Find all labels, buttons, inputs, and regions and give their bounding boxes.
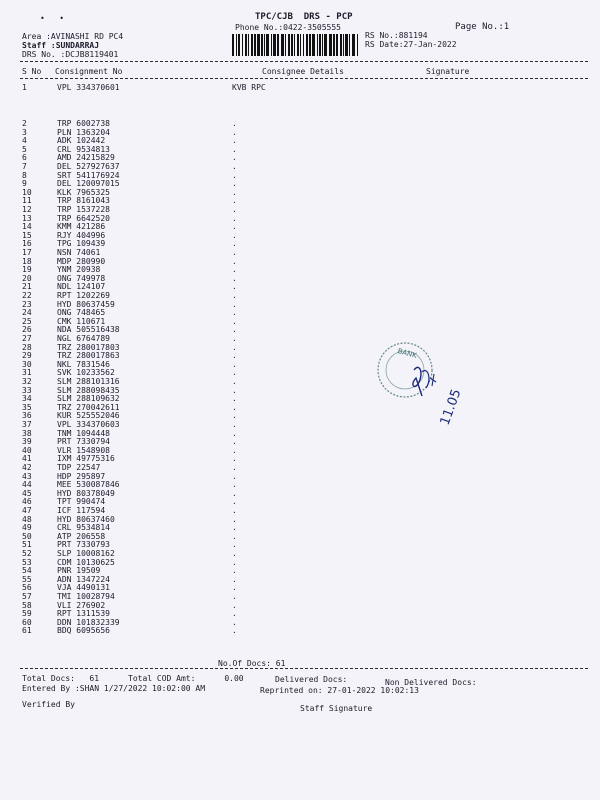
row-consignment: NKL 7831546 [57,359,110,369]
barcode-bar [254,34,256,56]
row-sno: 29 [22,351,32,361]
row-consignment: MEE 530087846 [57,480,120,490]
row-consignee-dot: . [232,136,237,146]
barcode-bar [281,34,284,56]
row-consignee-dot: . [232,437,237,447]
row-consignee-dot: . [232,342,237,352]
row-consignee-dot: . [232,445,237,455]
row-sno: 32 [22,377,32,386]
handwritten-time: 11.05 [437,387,465,428]
row-consignee-dot: . [232,230,237,240]
row-consignee-dot: . [232,583,237,593]
row-sno: 13 [22,213,32,223]
row-consignment: TPG 109439 [57,239,106,249]
barcode-bar [238,34,240,56]
row-consignment: PLN 1363204 [57,127,110,137]
row-consignment: ADK 102442 [57,136,106,146]
footer-divider [20,668,588,669]
row-sno: 20 [22,273,32,283]
row-sno: 36 [22,411,32,421]
row-consignee-dot: . [232,273,237,283]
row-consignee-dot: . [232,592,237,601]
row-1-consignment: VPL 334370601 [57,83,120,92]
barcode-bar [245,34,247,56]
row-consignment: ADN 1347224 [57,574,110,584]
row-consignment: TPT 990474 [57,497,106,507]
row-consignee-dot: . [232,617,237,627]
row-consignment: KMM 421286 [57,222,106,232]
row-consignee-dot: . [232,531,237,541]
row-consignment: RPT 1311539 [57,609,110,619]
barcode-bar [266,34,269,56]
row-consignee-dot: . [232,213,237,223]
row-consignment: TDP 22547 [57,463,101,472]
barcode-bar [317,34,318,56]
barcode-bar [271,34,272,56]
barcode-bar [291,34,293,56]
row-consignment: ICF 117594 [57,506,106,515]
column-header-sno: S No [22,67,42,76]
row-consignee-dot: . [232,170,237,180]
barcode-bar [300,34,301,56]
row-sno: 47 [22,506,32,515]
row-consignee-dot: . [232,308,237,318]
page-number: Page No.:1 [455,22,510,32]
barcode-bar [251,34,253,56]
row-consignee-dot: . [232,334,237,343]
row-consignment: HYD 80637460 [57,514,115,524]
barcode-bar [309,34,311,56]
row-consignee-dot: . [232,291,237,300]
drs-number: DRS No. :DCJB8119401 [22,50,119,59]
row-consignment: HDP 295897 [57,471,106,481]
row-sno: 54 [22,566,32,576]
row-sno: 26 [22,325,32,335]
row-consignment: VJA 4490131 [57,583,110,593]
row-consignee-dot: . [232,299,237,309]
stamp-bank-text: BANK [396,347,418,360]
row-sno: 44 [22,480,32,490]
row-consignee-dot: . [232,256,237,266]
row-sno: 22 [22,291,32,300]
row-sno: 50 [22,531,32,541]
row-sno: 15 [22,230,32,240]
row-consignment: HYD 80637459 [57,299,115,309]
reprinted-on: Reprinted on: 27-01-2022 10:02:13 [260,686,419,695]
row-sno: 58 [22,600,32,610]
delivered-docs: Delivered Docs: [275,675,348,684]
barcode-bar [285,34,286,56]
verified-by: Verified By [22,700,75,709]
row-sno: 17 [22,248,32,257]
row-sno: 53 [22,557,32,567]
column-divider [20,78,588,79]
barcode-bar [345,34,348,56]
row-consignee-dot: . [232,316,237,326]
bank-stamp [370,340,465,430]
row-consignee-dot: . [232,205,237,214]
row-consignee-dot: . [232,377,237,386]
row-consignee-dot: . [232,402,237,412]
row-sno: 28 [22,342,32,352]
barcode-bar [297,34,299,56]
row-consignee-dot: . [232,463,237,472]
row-consignee-dot: . [232,144,237,154]
row-sno: 24 [22,308,32,318]
row-sno: 5 [22,144,27,154]
staff-field: Staff :SUNDARRAJ [22,41,100,50]
row-consignment: TRP 1537228 [57,205,110,214]
row-consignment: DEL 120097015 [57,179,120,189]
barcode [232,34,358,56]
row-consignee-dot: . [232,609,237,619]
row-sno: 14 [22,222,32,232]
row-consignment: SRT 541176924 [57,170,120,180]
row-consignee-dot: . [232,566,237,576]
row-sno: 31 [22,368,32,378]
row-sno: 9 [22,179,27,189]
row-consignee-dot: . [232,248,237,257]
phone-number: Phone No.:0422-3505555 [235,23,341,32]
barcode-bar [336,34,338,56]
row-sno: 52 [22,549,32,558]
row-sno: 35 [22,402,32,412]
row-consignment: TMI 10028794 [57,592,115,601]
row-consignee-dot: . [232,557,237,567]
row-sno: 10 [22,187,32,197]
row-consignee-dot: . [232,127,237,137]
row-consignee-dot: . [232,549,237,558]
row-consignment: TNM 1094448 [57,428,110,438]
barcode-bar [357,34,358,56]
barcode-bar [349,34,350,56]
document-title: TPC/CJB DRS - PCP [255,12,353,22]
row-consignment: TRP 6002738 [57,119,110,128]
row-consignment: VLI 276902 [57,600,106,610]
row-consignee-dot: . [232,471,237,481]
row-sno: 41 [22,454,32,464]
row-sno: 23 [22,299,32,309]
row-consignee-dot: . [232,368,237,378]
barcode-bar [248,34,249,56]
row-consignment: CRL 9534814 [57,523,110,533]
row-sno: 25 [22,316,32,326]
barcode-bar [329,34,332,56]
row-consignment: SVK 10233562 [57,368,115,378]
row-consignment: KUR 525552046 [57,411,120,421]
row-consignment: VPL 334370603 [57,420,120,429]
staff-signature: Staff Signature [300,704,373,713]
row-consignment: ONG 748465 [57,308,106,318]
row-sno: 42 [22,463,32,472]
row-consignee-dot: . [232,222,237,232]
row-sno: 40 [22,445,32,455]
row-consignment: CDM 10130625 [57,557,115,567]
barcode-bar [352,34,355,56]
row-consignee-dot: . [232,480,237,490]
barcode-bar [264,34,265,56]
total-docs: Total Docs: 61 [22,674,100,683]
row-consignment: ATP 206558 [57,531,106,541]
barcode-bar [322,34,323,56]
row-consignee-dot: . [232,523,237,533]
row-sno: 21 [22,282,32,292]
row-consignee-dot: . [232,574,237,584]
row-sno: 7 [22,162,27,171]
row-consignment: TRZ 280017803 [57,342,120,352]
row-consignment: DEL 527927637 [57,162,120,171]
row-consignment: NDL 124107 [57,282,106,292]
row-sno: 2 [22,119,27,128]
row-sno: 8 [22,170,27,180]
row-consignment: SLM 288109632 [57,394,120,404]
column-header-consignee: Consignee Details [262,67,344,76]
row-consignment: KLK 7965325 [57,187,110,197]
row-sno: 33 [22,385,32,395]
header-divider [20,61,588,62]
row-consignment: ONG 749978 [57,273,106,283]
barcode-bar [288,34,290,56]
row-sno: 12 [22,205,32,214]
row-sno: 51 [22,540,32,550]
row-consignee-dot: . [232,411,237,421]
row-consignment: RPT 1202269 [57,291,110,300]
row-sno: 16 [22,239,32,249]
row-consignee-dot: . [232,420,237,429]
row-consignee-dot: . [232,325,237,335]
row-consignment: BDQ 6095656 [57,626,110,636]
barcode-bar [294,34,295,56]
row-1-consignee: KVB RPC [232,83,266,92]
barcode-bar [273,34,276,56]
total-cod-amount: Total COD Amt: 0.00 [128,674,244,683]
row-consignment: PNR 19509 [57,566,101,576]
row-consignee-dot: . [232,506,237,515]
barcode-bar [232,34,234,56]
row-consignment: NDA 505516438 [57,325,120,335]
row-consignee-dot: . [232,119,237,128]
row-sno: 60 [22,617,32,627]
row-sno: 11 [22,196,32,206]
row-sno: 38 [22,428,32,438]
row-sno: 46 [22,497,32,507]
row-consignment: TRP 8161043 [57,196,110,206]
row-sno: 18 [22,256,32,266]
row-consignment: PRT 7330794 [57,437,110,447]
row-consignment: CMK 110671 [57,316,106,326]
barcode-bar [312,34,315,56]
row-consignee-dot: . [232,239,237,249]
barcode-bar [303,34,304,56]
row-sno: 57 [22,592,32,601]
row-sno: 59 [22,609,32,619]
area-field: Area :AVINASHI RD PC4 [22,32,124,41]
row-consignee-dot: . [232,626,237,636]
rs-number: RS No.:881194 [365,31,428,40]
row-consignment: HYD 80378049 [57,488,115,498]
barcode-bar [343,34,344,56]
row-consignee-dot: . [232,282,237,292]
row-consignee-dot: . [232,428,237,438]
row-consignee-dot: . [232,179,237,189]
row-consignee-dot: . [232,196,237,206]
row-consignee-dot: . [232,187,237,197]
row-1-sno: 1 [22,83,27,92]
row-consignment: NSN 74061 [57,248,101,257]
row-sno: 61 [22,626,32,636]
row-sno: 34 [22,394,32,404]
row-sno: 37 [22,420,32,429]
column-header-signature: Signature [426,67,470,76]
row-sno: 4 [22,136,27,146]
row-consignment: VLR 1548908 [57,445,110,455]
row-sno: 49 [22,523,32,533]
row-consignee-dot: . [232,351,237,361]
row-sno: 39 [22,437,32,447]
column-header-consignment: Consignment No [55,67,123,76]
row-sno: 55 [22,574,32,584]
row-consignee-dot: . [232,162,237,171]
row-consignee-dot: . [232,497,237,507]
row-consignment: TRZ 270042611 [57,402,120,412]
row-sno: 30 [22,359,32,369]
row-consignment: MDP 280990 [57,256,106,266]
row-consignee-dot: . [232,265,237,275]
barcode-bar [319,34,321,56]
barcode-bar [306,34,308,56]
barcode-bar [257,34,260,56]
row-consignee-dot: . [232,514,237,524]
row-consignment: YNM 20938 [57,265,101,275]
row-consignee-dot: . [232,394,237,404]
row-consignee-dot: . [232,454,237,464]
row-consignee-dot: . [232,359,237,369]
row-sno: 56 [22,583,32,593]
row-consignment: RJY 404996 [57,230,106,240]
barcode-bar [261,34,263,56]
row-consignment: TRZ 280017863 [57,351,120,361]
row-sno: 3 [22,127,27,137]
barcode-bar [242,34,243,56]
row-consignment: AMD 24215829 [57,153,115,163]
row-consignee-dot: . [232,488,237,498]
row-sno: 48 [22,514,32,524]
non-delivered-docs: Non Delivered Docs: [385,678,477,687]
barcode-bar [333,34,335,56]
entered-by: Entered By :SHAN 1/27/2022 10:02:00 AM [22,684,206,693]
row-consignee-dot: . [232,385,237,395]
row-sno: 27 [22,334,32,343]
row-consignment: DDN 101832339 [57,617,120,627]
row-consignment: PRT 7330793 [57,540,110,550]
row-consignee-dot: . [232,600,237,610]
row-sno: 45 [22,488,32,498]
barcode-bar [277,34,279,56]
row-consignment: TRP 6642520 [57,213,110,223]
row-consignment: IXM 49775316 [57,454,115,464]
row-sno: 19 [22,265,32,275]
bank-stamp-graphic [370,340,465,430]
row-consignment: SLM 288101316 [57,377,120,386]
row-consignee-dot: . [232,540,237,550]
barcode-bar [324,34,327,56]
row-sno: 6 [22,153,27,163]
no-of-docs: No.Of Docs: 61 [218,659,286,668]
row-consignment: CRL 9534813 [57,144,110,154]
row-consignment: NGL 6764789 [57,334,110,343]
barcode-bar [340,34,342,56]
row-sno: 43 [22,471,32,481]
rs-date: RS Date:27-Jan-2022 [365,40,457,49]
header-dots: • • [40,14,65,23]
row-consignment: SLM 288098435 [57,385,120,395]
row-consignee-dot: . [232,153,237,163]
barcode-bar [236,34,237,56]
row-consignment: SLP 10008162 [57,549,115,558]
